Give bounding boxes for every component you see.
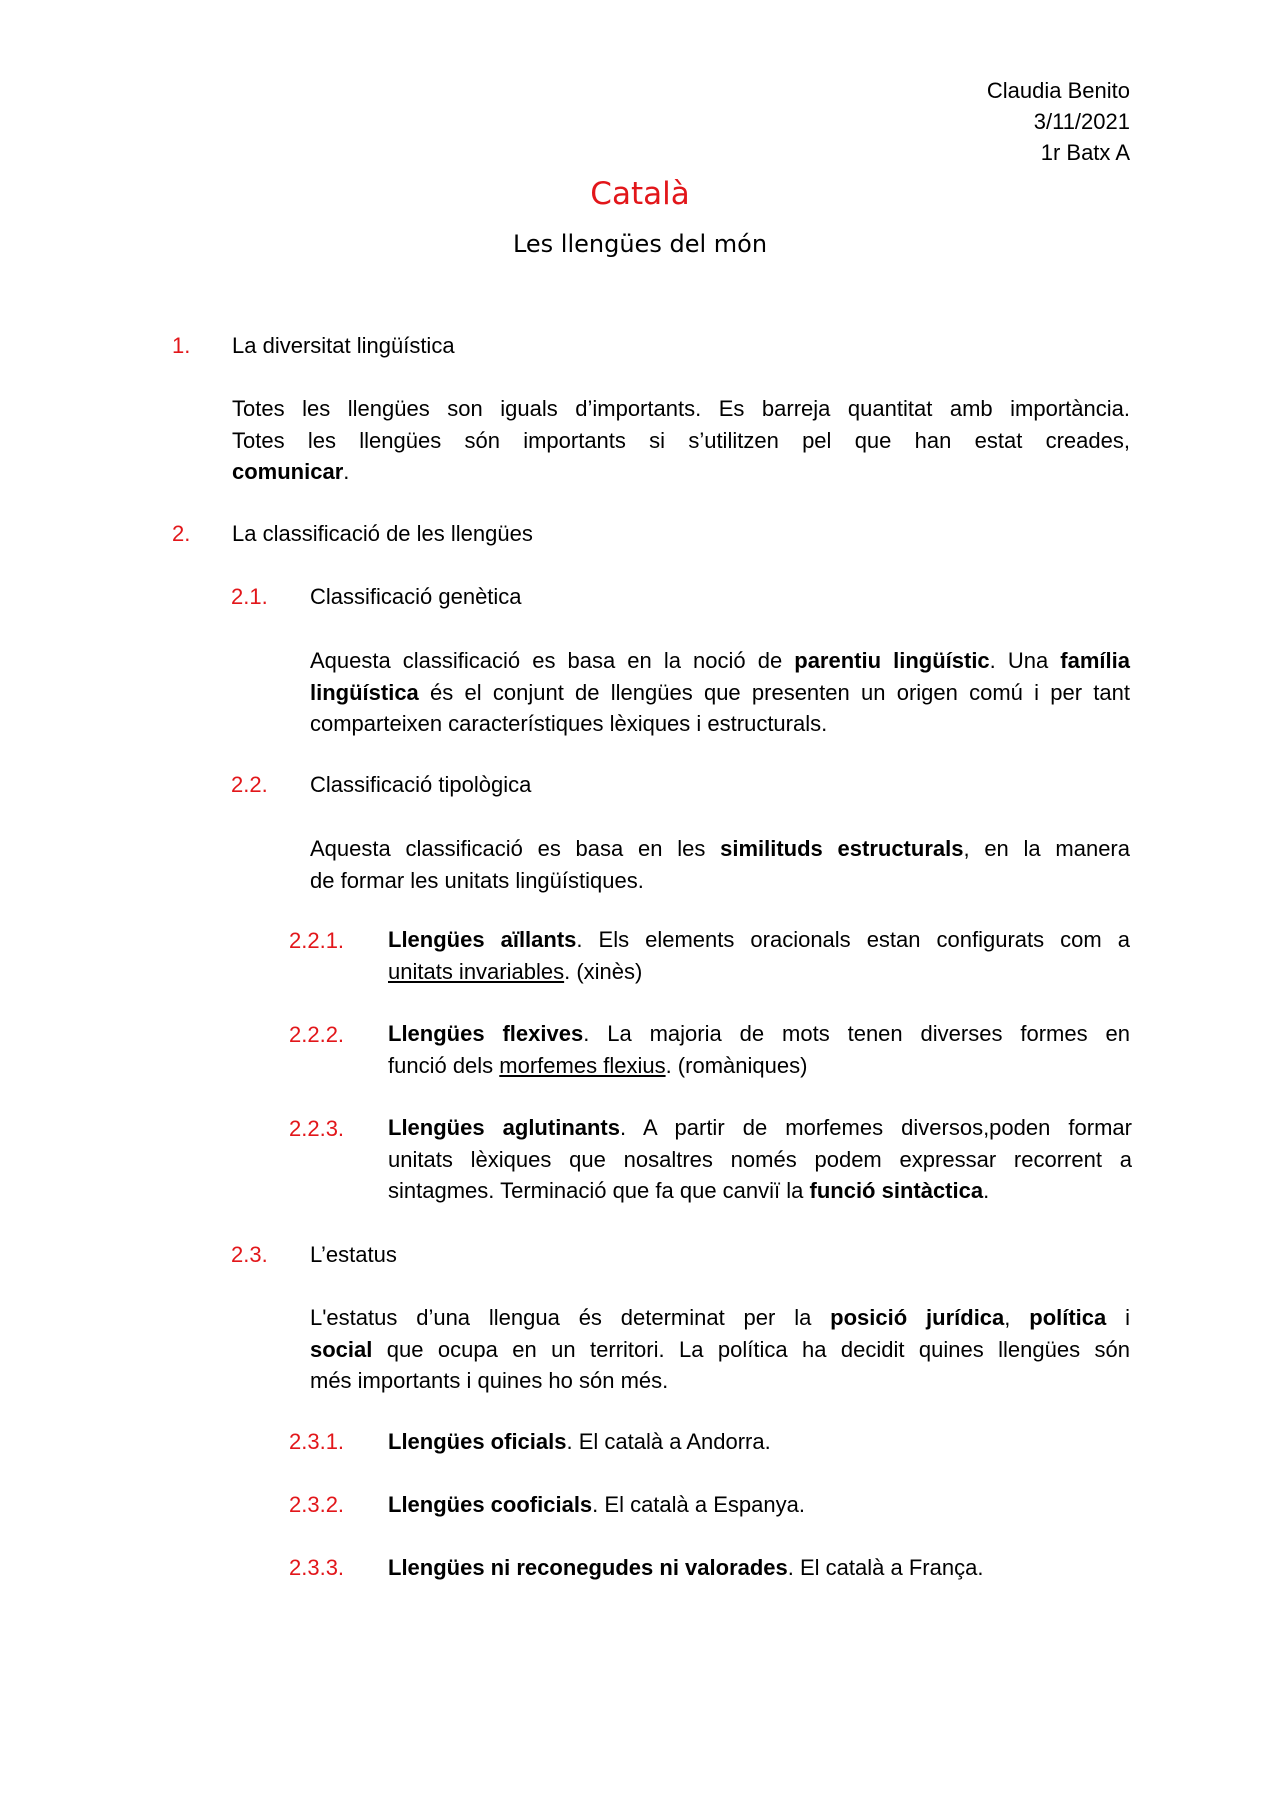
section-paragraph: Llengües flexives. La majoria de mots tenen diverses formes en funció dels morfemes flexius. (romàniques) [388,1021,1130,1078]
section-number: 2.2.1. [289,928,345,953]
section-paragraph: Totes les llengües son iguals d’importants. Es barreja quantitat amb importància. Totes les llengües són importants si s’utilitzen pel que han estat creades, comunicar. [232,396,1130,484]
section-heading: La diversitat lingüística [232,333,455,358]
page-subtitle: Les llengües del món [512,230,768,258]
section-item: Llengües cooficials. El català a Espanya. [388,1492,805,1517]
section-number: 2.3.1. [289,1429,345,1454]
author-name: Claudia Benito [986,78,1130,103]
class-label: 1r Batx A [1040,140,1130,165]
section-number: 2.3.2. [289,1492,345,1517]
section-paragraph: Aquesta classificació es basa en les similituds estructurals, en la manera de formar les unitats lingüístiques. [310,836,1130,893]
section-item: Llengües ni reconegudes ni valorades. El català a França. [388,1555,984,1580]
page-title: Català [590,176,690,212]
section-paragraph: Llengües aglutinants. A partir de morfemes diversos,poden formar unitats lèxiques que nosaltres només podem expressar recorrent a sintagmes. Terminació que fa que canviï la funció sintàctica. [388,1115,1132,1203]
section-heading: La classificació de les llengües [232,521,533,546]
section-number: 2.2.2. [289,1022,345,1047]
section-number: 2. [172,521,191,546]
section-number: 2.1. [231,584,268,609]
section-number: 2.3.3. [289,1555,345,1580]
section-number: 2.3. [231,1242,268,1267]
section-paragraph: Llengües aïllants. Els elements oracionals estan configurats com a unitats invariables. (xinès) [388,927,1130,984]
section-heading: Classificació tipològica [310,772,532,797]
section-item: Llengües oficials. El català a Andorra. [388,1429,771,1454]
section-number: 2.2. [231,772,268,797]
section-number: 2.2.3. [289,1116,345,1141]
section-paragraph: Aquesta classificació es basa en la noció de parentiu lingüístic. Una família lingüística és el conjunt de llengües que presenten un origen comú i per tant comparteixen característiques lèxiques i estructurals. [310,648,1130,736]
section-heading: Classificació genètica [310,584,522,609]
section-paragraph: L'estatus d’una llengua és determinat per la posició jurídica, política i social que ocupa en un territori. La política ha decidit quines llengües són més importants i quines ho són més. [310,1305,1130,1393]
document-date: 3/11/2021 [1033,109,1130,134]
section-heading: L’estatus [310,1242,397,1267]
section-number: 1. [172,333,191,358]
